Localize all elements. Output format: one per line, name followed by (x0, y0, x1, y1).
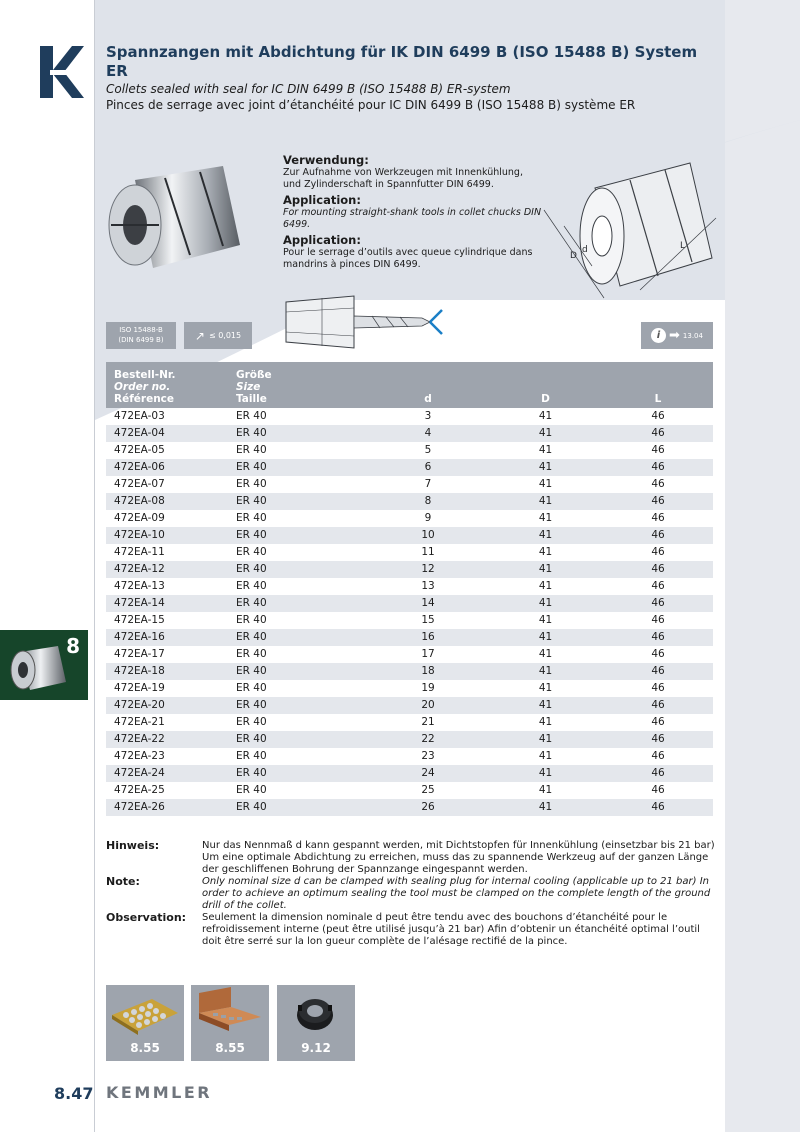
cell-D-outer: 41 (488, 527, 603, 544)
cell-D-outer: 41 (538, 614, 553, 626)
cell-D-outer: 41 (538, 478, 553, 490)
cell-D-outer: 41 (538, 784, 553, 796)
cell-L: 46 (603, 527, 713, 544)
cell-L: 46 (651, 614, 665, 626)
cell-size: ER 40 (228, 493, 368, 510)
table-row (106, 646, 713, 663)
chapter-collet-icon (8, 642, 68, 692)
header-size (228, 362, 368, 408)
cell-order: 472EA-26 (106, 799, 228, 816)
cell-L: 46 (651, 444, 665, 456)
cell-D-outer: 41 (538, 546, 553, 558)
cell-size: ER 40 (236, 750, 267, 762)
header-order-no-de: Bestell-Nr. (114, 369, 176, 381)
collet-dimension-drawing (540, 148, 720, 300)
cell-d: 24 (368, 765, 488, 782)
cell-order: 472EA-12 (106, 561, 228, 578)
table-row (106, 612, 713, 629)
cell-d: 14 (368, 595, 488, 612)
table-row (106, 476, 713, 493)
cell-order: 472EA-19 (114, 682, 165, 694)
cell-L: 46 (603, 765, 713, 782)
cell-size: ER 40 (236, 784, 267, 796)
cell-size: ER 40 (228, 663, 368, 680)
table-row (106, 748, 713, 765)
cell-size: ER 40 (236, 444, 267, 456)
cell-D-outer: 41 (538, 716, 553, 728)
cell-d: 9 (424, 512, 432, 524)
left-margin (0, 0, 95, 1132)
application-text (283, 151, 543, 271)
table-row (106, 799, 713, 816)
cell-d: 25 (421, 784, 435, 796)
cell-order: 472EA-22 (106, 731, 228, 748)
application-text-de: Zur Aufnahme von Werkzeugen mit Innenkühlung, und Zylinderschaft in Spannfutter DIN 6499. (283, 167, 523, 190)
notes-section (106, 840, 716, 948)
wooden-box-icon (191, 985, 269, 1035)
note-english (106, 876, 716, 912)
cell-size: ER 40 (236, 546, 267, 558)
brand-name: KEMMLER (106, 1083, 213, 1102)
table-row (106, 459, 713, 476)
cell-L: 46 (651, 648, 665, 660)
cell-D-outer: 41 (538, 682, 553, 694)
cell-size: ER 40 (236, 512, 267, 524)
cell-d: 7 (424, 478, 432, 490)
cell-size: ER 40 (228, 799, 368, 816)
iso-badge-line2: (DIN 6499 B) (118, 336, 164, 344)
info-reference-badge[interactable] (641, 322, 713, 349)
cell-D-outer: 41 (538, 580, 553, 592)
related-ref-1: 8.55 (130, 1041, 160, 1055)
cell-order: 472EA-21 (114, 716, 165, 728)
note-german-label: Hinweis: (106, 839, 160, 852)
cell-L: 46 (651, 784, 665, 796)
cell-L: 46 (603, 697, 713, 714)
chapter-tab[interactable] (0, 630, 88, 700)
header-order-no-fr: Référence (114, 393, 175, 405)
cell-L: 46 (651, 512, 665, 524)
dimension-label-d: d (582, 245, 588, 255)
cell-order: 472EA-04 (106, 425, 228, 442)
cell-d: 16 (368, 629, 488, 646)
dimension-label-D: D (570, 251, 577, 261)
cell-D-outer: 41 (538, 750, 553, 762)
related-product-clamping-nut[interactable] (277, 985, 355, 1061)
table-row (106, 425, 713, 442)
runout-arrow-icon: ↗ (194, 328, 205, 343)
table-row (106, 714, 713, 731)
header-size-de: Größe (236, 369, 272, 381)
collet-set-icon (106, 985, 184, 1035)
cell-d: 23 (421, 750, 435, 762)
cell-D-outer: 41 (538, 648, 553, 660)
cell-order: 472EA-17 (114, 648, 165, 660)
cell-size: ER 40 (236, 580, 267, 592)
cell-L: 46 (603, 493, 713, 510)
cell-d: 13 (421, 580, 435, 592)
cell-order: 472EA-07 (114, 478, 165, 490)
cell-order: 472EA-14 (106, 595, 228, 612)
cell-D-outer: 41 (488, 561, 603, 578)
cell-order: 472EA-03 (114, 410, 165, 422)
chapter-number: 8 (66, 634, 80, 658)
cell-order: 472EA-10 (106, 527, 228, 544)
cell-order: 472EA-25 (114, 784, 165, 796)
cell-L: 46 (603, 561, 713, 578)
cell-D-outer: 41 (488, 629, 603, 646)
note-german (106, 840, 716, 876)
cell-size: ER 40 (228, 459, 368, 476)
cell-size: ER 40 (228, 629, 368, 646)
kemmler-logo (40, 46, 84, 98)
related-product-collet-set[interactable] (106, 985, 184, 1061)
table-row (106, 510, 713, 527)
cell-size: ER 40 (228, 765, 368, 782)
cell-d: 10 (368, 527, 488, 544)
tolerance-value: ≤ 0,015 (208, 331, 242, 340)
tolerance-badge (184, 322, 252, 349)
header-size-fr: Taille (236, 393, 267, 405)
table-row (106, 493, 713, 510)
clamping-nut-icon (277, 985, 355, 1035)
cell-D-outer: 41 (488, 595, 603, 612)
product-table (106, 362, 713, 816)
cell-D-outer: 41 (488, 731, 603, 748)
cell-size: ER 40 (228, 731, 368, 748)
info-reference-page: 13.04 (682, 331, 703, 340)
cell-d: 26 (368, 799, 488, 816)
cell-L: 46 (603, 629, 713, 646)
cell-L: 46 (651, 750, 665, 762)
cell-size: ER 40 (228, 697, 368, 714)
title-english: Collets sealed with seal for IC DIN 6499 B (ISO 15488 B) ER-system (106, 82, 511, 96)
cell-d: 6 (368, 459, 488, 476)
table-row (106, 408, 713, 425)
cell-L: 46 (651, 716, 665, 728)
table-header-row (106, 362, 713, 408)
cell-L: 46 (651, 410, 665, 422)
table-row (106, 578, 713, 595)
page-title (106, 43, 716, 113)
cell-D-outer: 41 (488, 493, 603, 510)
collet-photo (105, 150, 250, 275)
note-french (106, 912, 716, 948)
title-german: Spannzangen mit Abdichtung für IK DIN 6499 B (ISO 15488 B) System ER (106, 43, 698, 80)
cell-order: 472EA-05 (114, 444, 165, 456)
note-german-text: Nur das Nennmaß d kann gespannt werden, mit Dichtstopfen für Innenkühlung (einsetzbar bis 21 bar) Um eine optimale Abdichtung zu erreichen, muss das zu spannende Werkzeug auf der ganzen Länge der geschliffenen Bohrung der Spannzange eingespannt werden. (202, 840, 715, 875)
cell-d: 22 (368, 731, 488, 748)
application-heading-en: Application: (283, 193, 361, 207)
cell-order: 472EA-08 (106, 493, 228, 510)
cell-d: 19 (421, 682, 435, 694)
cell-D-outer: 41 (538, 444, 553, 456)
table-row (106, 442, 713, 459)
cell-D-outer: 41 (538, 512, 553, 524)
cell-L: 46 (651, 580, 665, 592)
cell-D-outer: 41 (488, 663, 603, 680)
application-text-en: For mounting straight-shank tools in collet chucks DIN 6499. (283, 207, 542, 230)
header-size-en: Size (236, 381, 261, 393)
note-english-text: Only nominal size d can be clamped with sealing plug for internal cooling (applicable up to 21 bar) In order to achieve an optimum sealing the tool must be clamped on the complete length of the ground drill of the collet. (202, 876, 711, 911)
related-ref-3: 9.12 (301, 1041, 331, 1055)
related-product-wooden-box[interactable] (191, 985, 269, 1061)
cell-size: ER 40 (228, 561, 368, 578)
cell-size: ER 40 (228, 527, 368, 544)
table-row (106, 731, 713, 748)
header-D: D (488, 362, 603, 408)
cell-size: ER 40 (236, 410, 267, 422)
note-english-label: Note: (106, 875, 140, 888)
cell-d: 8 (368, 493, 488, 510)
arrow-right-icon: ➡ (669, 328, 680, 343)
info-icon: i (651, 328, 666, 343)
application-heading-fr: Application: (283, 233, 361, 247)
note-french-text: Seulement la dimension nominale d peut être tendu avec des bouchons d’étanchéité pour le refroidissement interne (peut être utilisé jusqu’à 21 bar) Afin d’obtenir un étanchéité optimal l’outil doit être serré sur la lon gueur complète de l’alésage rectifié de la pince. (202, 912, 700, 947)
header-order-no (106, 362, 228, 408)
table-row (106, 544, 713, 561)
cell-size: ER 40 (236, 648, 267, 660)
cell-L: 46 (603, 799, 713, 816)
cell-order: 472EA-09 (114, 512, 165, 524)
application-text-fr: Pour le serrage d’outils avec queue cylindrique dans mandrins à pinces DIN 6499. (283, 247, 533, 270)
table-row (106, 680, 713, 697)
table-row (106, 595, 713, 612)
cell-L: 46 (651, 478, 665, 490)
cell-d: 15 (421, 614, 435, 626)
cell-L: 46 (603, 595, 713, 612)
cell-size: ER 40 (236, 614, 267, 626)
header-d: d (368, 362, 488, 408)
cell-order: 472EA-18 (106, 663, 228, 680)
collet-with-drill-drawing (282, 294, 447, 350)
cell-size: ER 40 (228, 425, 368, 442)
table-row (106, 561, 713, 578)
cell-d: 18 (368, 663, 488, 680)
cell-L: 46 (651, 682, 665, 694)
cell-D-outer: 41 (488, 799, 603, 816)
cell-order: 472EA-11 (114, 546, 165, 558)
header-L: L (603, 362, 713, 408)
cell-order: 472EA-16 (106, 629, 228, 646)
cell-d: 20 (368, 697, 488, 714)
cell-L: 46 (603, 425, 713, 442)
cell-order: 472EA-24 (106, 765, 228, 782)
iso-badge-line1: ISO 15488-B (119, 326, 163, 334)
table-row (106, 765, 713, 782)
cell-L: 46 (603, 663, 713, 680)
related-ref-2: 8.55 (215, 1041, 245, 1055)
cell-d: 17 (421, 648, 435, 660)
cell-L: 46 (603, 731, 713, 748)
cell-D-outer: 41 (488, 697, 603, 714)
cell-L: 46 (651, 546, 665, 558)
cell-order: 472EA-13 (114, 580, 165, 592)
table-row (106, 663, 713, 680)
cell-D-outer: 41 (488, 425, 603, 442)
iso-standard-badge (106, 322, 176, 349)
cell-d: 5 (424, 444, 432, 456)
cell-order: 472EA-15 (114, 614, 165, 626)
application-heading-de: Verwendung: (283, 153, 369, 167)
cell-D-outer: 41 (488, 459, 603, 476)
cell-d: 4 (368, 425, 488, 442)
table-row (106, 697, 713, 714)
dimension-label-L: L (680, 241, 686, 251)
cell-size: ER 40 (236, 682, 267, 694)
title-french: Pinces de serrage avec joint d’étanchéité pour IC DIN 6499 B (ISO 15488 B) système ER (106, 98, 636, 112)
cell-order: 472EA-06 (106, 459, 228, 476)
cell-size: ER 40 (236, 478, 267, 490)
page-number: 8.47 (54, 1084, 94, 1103)
cell-D-outer: 41 (488, 765, 603, 782)
cell-d: 11 (421, 546, 435, 558)
cell-d: 3 (424, 410, 432, 422)
cell-d: 21 (421, 716, 435, 728)
cell-order: 472EA-23 (114, 750, 165, 762)
table-row (106, 629, 713, 646)
table-body (106, 408, 713, 816)
table-row (106, 782, 713, 799)
cell-D-outer: 41 (538, 410, 553, 422)
cell-size: ER 40 (228, 595, 368, 612)
cell-size: ER 40 (236, 716, 267, 728)
cell-d: 12 (368, 561, 488, 578)
cell-L: 46 (603, 459, 713, 476)
table-row (106, 527, 713, 544)
note-french-label: Observation: (106, 911, 187, 924)
header-order-no-en: Order no. (114, 381, 171, 393)
cell-order: 472EA-20 (106, 697, 228, 714)
